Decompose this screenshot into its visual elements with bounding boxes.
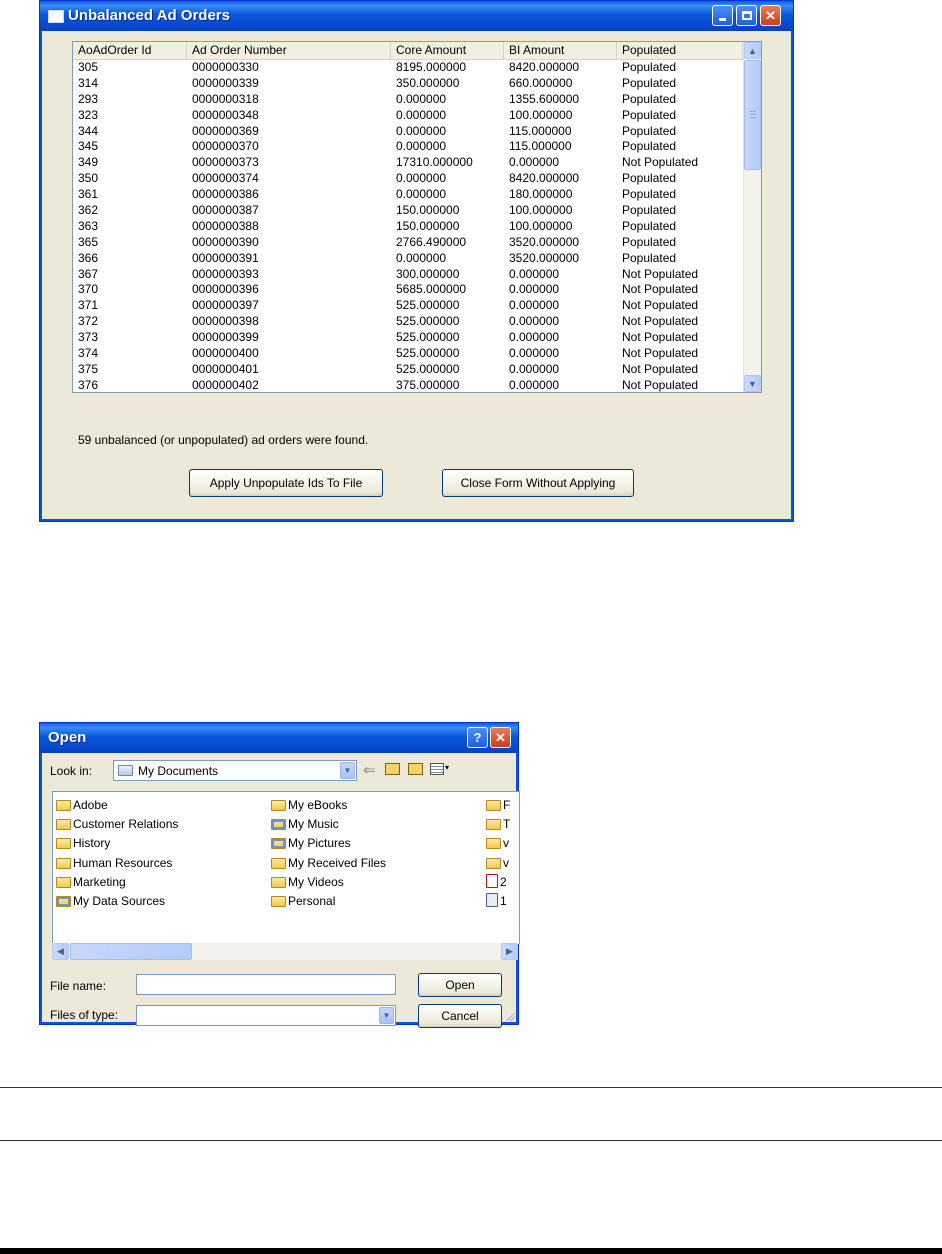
cell-bi-amount: 100.000000 [509,203,573,218]
cell-bi-amount: 100.000000 [509,107,573,122]
back-icon[interactable]: ⇐ [363,762,376,779]
cell-populated: Not Populated [622,282,699,297]
file-name: My Pictures [288,836,351,851]
cell-ad-order-number: 0000000393 [192,266,259,281]
table-row[interactable] [73,171,743,187]
look-in-dropdown-arrow[interactable] [340,762,355,779]
cell-aoadorder-id: 374 [78,346,99,361]
cell-ad-order-number: 0000000396 [192,282,259,297]
file-name: Adobe [73,798,108,812]
maximize-button[interactable] [736,5,757,26]
cell-core-amount: 150.000000 [396,218,460,233]
cell-aoadorder-id: 370 [78,282,99,297]
chevron-up-icon: ▲ [748,45,757,56]
files-of-type-label: Files of type: [50,1008,119,1022]
scroll-right-button[interactable] [501,943,518,960]
file-name: T [503,817,511,832]
list-item[interactable] [56,892,165,911]
list-item[interactable] [486,834,509,853]
cell-aoadorder-id: 345 [78,139,99,154]
cell-bi-amount: 8420.000000 [509,60,580,74]
file-name: 2 [500,874,507,889]
file-name: v [503,836,509,851]
file-name: Personal [288,894,336,908]
cell-core-amount: 0.000000 [396,107,447,122]
file-name-input[interactable] [136,974,396,995]
column-header-bi-amount[interactable]: BI Amount [504,42,617,59]
cell-populated: Populated [622,107,677,122]
cell-aoadorder-id: 305 [78,60,99,74]
open-dialog-title-bar[interactable] [40,723,518,753]
cell-ad-order-number: 0000000348 [192,107,259,122]
cell-populated: Populated [622,187,677,202]
cell-bi-amount: 0.000000 [509,377,560,392]
minimize-icon [719,18,726,21]
file-name: My Videos [288,874,344,889]
page-bottom-bar [0,1248,942,1254]
cell-bi-amount: 1355.600000 [509,91,580,106]
table-row[interactable] [73,108,743,124]
table-row[interactable] [73,330,743,346]
horizontal-scroll-thumb[interactable] [70,943,192,960]
file-name: Marketing [73,874,126,889]
folder-icon [486,838,501,849]
folder-icon [271,896,286,907]
folder-icon [56,800,71,811]
file-name: Customer Relations [73,817,179,832]
cell-bi-amount: 660.000000 [509,75,573,90]
file-list[interactable] [52,791,520,944]
list-item[interactable] [56,815,178,834]
cell-bi-amount: 0.000000 [509,298,560,313]
folder-icon [56,858,71,869]
cell-core-amount: 2766.490000 [396,234,467,249]
scroll-up-button[interactable] [744,42,761,59]
table-row[interactable] [73,60,743,76]
cell-aoadorder-id: 367 [78,266,99,281]
list-item[interactable] [486,873,507,892]
cell-ad-order-number: 0000000399 [192,330,259,345]
table-row[interactable] [73,124,743,140]
table-row[interactable] [73,219,743,235]
cell-core-amount: 300.000000 [396,266,460,281]
cell-aoadorder-id: 376 [78,377,99,392]
list-item[interactable] [486,815,510,834]
column-header-aoadorder-id[interactable]: AoAdOrder Id [73,42,187,59]
cell-core-amount: 5685.000000 [396,282,467,297]
column-header-core-amount[interactable]: Core Amount [391,42,504,59]
ad-orders-list[interactable] [72,41,762,393]
cell-aoadorder-id: 314 [78,75,99,90]
document-file-icon [486,893,498,907]
folder-icon [271,877,286,888]
cell-populated: Populated [622,60,677,74]
close-icon: ✕ [495,729,506,745]
cell-populated: Populated [622,203,677,218]
file-name: My Received Files [288,855,387,870]
apply-unpopulate-ids-button[interactable]: Apply Unpopulate Ids To File [189,469,383,497]
cell-bi-amount: 0.000000 [509,266,560,281]
table-row[interactable] [73,76,743,92]
cell-core-amount: 0.000000 [396,123,447,138]
folder-icon [56,877,71,888]
cell-bi-amount: 0.000000 [509,361,560,376]
chevron-right-icon: ▶ [506,946,513,956]
files-of-type-dropdown[interactable] [136,1005,396,1026]
list-item[interactable] [56,873,126,892]
cell-aoadorder-id: 350 [78,171,99,186]
cell-populated: Not Populated [622,266,699,281]
help-button[interactable] [467,727,488,748]
cell-core-amount: 525.000000 [396,346,460,361]
cell-core-amount: 0.000000 [396,171,447,186]
cell-core-amount: 375.000000 [396,377,460,392]
cell-aoadorder-id: 373 [78,330,99,345]
cell-bi-amount: 0.000000 [509,314,560,329]
cell-ad-order-number: 0000000387 [192,203,259,218]
folder-icon [56,838,71,849]
file-name: My Music [288,817,339,832]
cell-bi-amount: 0.000000 [509,346,560,361]
table-row[interactable] [73,282,743,298]
table-row[interactable] [73,314,743,330]
pictures-folder-icon [271,838,286,849]
files-of-type-dropdown-arrow[interactable] [379,1007,394,1024]
chevron-down-icon: ▼ [343,766,352,775]
cell-aoadorder-id: 372 [78,314,99,329]
cell-ad-order-number: 0000000339 [192,75,259,90]
cell-core-amount: 525.000000 [396,314,460,329]
scroll-left-button[interactable] [52,943,69,960]
list-item[interactable] [271,796,347,815]
close-form-without-applying-button[interactable]: Close Form Without Applying [442,469,634,497]
cell-populated: Populated [622,139,677,154]
cell-bi-amount: 3520.000000 [509,250,580,265]
minimize-button[interactable] [712,5,733,26]
cell-populated: Not Populated [622,346,699,361]
cell-core-amount: 0.000000 [396,250,447,265]
cell-aoadorder-id: 371 [78,298,99,313]
look-in-label: Look in: [50,764,93,778]
list-item[interactable] [271,873,344,892]
window-icon [48,10,64,23]
list-item[interactable] [486,796,510,815]
open-dialog-title: Open [48,729,87,746]
cell-populated: Populated [622,234,677,249]
resize-grip-icon[interactable] [505,1011,515,1021]
cancel-button[interactable]: Cancel [418,1004,502,1028]
cell-ad-order-number: 0000000390 [192,234,259,249]
new-folder-icon[interactable] [408,763,423,775]
folder-icon [486,858,501,869]
help-icon: ? [473,730,482,745]
cell-aoadorder-id: 344 [78,123,99,138]
view-menu-icon[interactable] [430,763,444,775]
cell-bi-amount: 3520.000000 [509,234,580,249]
cell-ad-order-number: 0000000400 [192,346,259,361]
table-row[interactable] [73,251,743,267]
open-dialog [39,722,519,1025]
view-menu-arrow-icon[interactable]: ▾ [445,763,450,772]
cell-bi-amount: 115.000000 [509,123,572,138]
cell-core-amount: 0.000000 [396,91,447,106]
column-header-ad-order-number[interactable]: Ad Order Number [187,42,391,59]
cell-populated: Populated [622,218,677,233]
cell-ad-order-number: 0000000391 [192,250,259,265]
file-name: My eBooks [288,798,348,812]
cell-bi-amount: 100.000000 [509,218,573,233]
cell-core-amount: 350.000000 [396,75,460,90]
cell-bi-amount: 115.000000 [509,139,572,154]
cell-populated: Populated [622,171,677,186]
cell-populated: Populated [622,123,677,138]
cell-aoadorder-id: 323 [78,107,99,122]
cell-aoadorder-id: 349 [78,155,99,170]
look-in-value: My Documents [138,764,219,778]
cell-populated: Not Populated [622,155,699,170]
cell-aoadorder-id: 362 [78,203,99,218]
cell-populated: Populated [622,75,677,90]
status-text: 59 unbalanced (or unpopulated) ad orders were found. [78,433,369,447]
cell-populated: Not Populated [622,330,699,345]
cell-aoadorder-id: 363 [78,218,99,233]
cell-aoadorder-id: 375 [78,361,99,376]
cell-ad-order-number: 0000000401 [192,361,259,376]
table-row[interactable] [73,362,743,378]
folder-icon [271,858,286,869]
cell-bi-amount: 0.000000 [509,330,560,345]
music-folder-icon [271,819,286,830]
cell-ad-order-number: 0000000374 [192,171,259,186]
cell-ad-order-number: 0000000373 [192,155,259,170]
open-button[interactable]: Open [418,973,502,997]
cell-core-amount: 525.000000 [396,298,460,313]
list-item[interactable] [56,796,108,815]
cell-populated: Not Populated [622,314,699,329]
cell-aoadorder-id: 366 [78,250,99,265]
horizontal-scrollbar[interactable] [52,943,518,960]
file-name-label: File name: [50,979,107,993]
list-header [73,42,743,60]
file-name: History [73,836,111,851]
cell-bi-amount: 0.000000 [509,282,560,297]
list-item[interactable] [486,892,507,911]
close-icon: ✕ [765,7,776,23]
table-row[interactable] [73,378,743,392]
table-row[interactable] [73,155,743,171]
chevron-left-icon: ◀ [57,946,64,956]
separator-line [0,1140,942,1141]
list-item[interactable] [271,854,386,873]
cell-aoadorder-id: 365 [78,234,99,249]
cell-populated: Populated [622,250,677,265]
close-button[interactable] [760,5,781,26]
table-row[interactable] [73,298,743,314]
folder-icon [56,819,71,830]
file-name: My Data Sources [73,894,166,908]
cell-populated: Populated [622,91,677,106]
folder-icon [486,819,501,830]
table-row[interactable] [73,92,743,108]
chevron-down-icon: ▼ [748,378,757,389]
cell-bi-amount: 8420.000000 [509,171,580,186]
table-row[interactable] [73,235,743,251]
cell-core-amount: 525.000000 [396,330,460,345]
file-name: 1 [500,894,507,908]
window-title: Unbalanced Ad Orders [68,7,230,24]
list-item[interactable] [486,854,509,873]
file-name: Human Resources [73,855,173,870]
scroll-thumb[interactable] [744,60,761,170]
chevron-down-icon: ▼ [382,1011,391,1020]
cell-core-amount: 150.000000 [396,203,460,218]
cell-bi-amount: 0.000000 [509,155,560,170]
list-body [73,60,743,392]
look-in-dropdown[interactable] [113,760,357,781]
cell-core-amount: 8195.000000 [396,60,467,74]
cell-ad-order-number: 0000000330 [192,60,259,74]
up-folder-icon[interactable] [385,763,400,775]
cell-core-amount: 17310.000000 [396,155,473,170]
folder-icon [271,800,286,811]
cell-aoadorder-id: 293 [78,91,99,106]
data-sources-icon [56,896,71,907]
list-item[interactable] [271,815,339,834]
table-row[interactable] [73,139,743,155]
cell-ad-order-number: 0000000402 [192,377,259,392]
unbalanced-ad-orders-window [39,0,794,522]
cell-populated: Not Populated [622,377,699,392]
cell-ad-order-number: 0000000397 [192,298,259,313]
separator-line [0,1087,942,1088]
column-header-populated[interactable]: Populated [617,42,743,59]
table-row[interactable] [73,203,743,219]
cell-populated: Not Populated [622,298,699,313]
table-row[interactable] [73,346,743,362]
cell-core-amount: 0.000000 [396,139,447,154]
list-item[interactable] [56,854,172,873]
table-row[interactable] [73,267,743,283]
dialog-close-button[interactable] [490,727,511,748]
file-name: F [503,798,511,812]
cell-core-amount: 525.000000 [396,361,460,376]
list-item[interactable] [56,834,110,853]
folder-icon [486,800,501,811]
cell-ad-order-number: 0000000318 [192,91,259,106]
maximize-icon [742,11,752,20]
title-bar[interactable] [40,1,793,31]
my-documents-icon [118,765,133,776]
cell-ad-order-number: 0000000388 [192,218,259,233]
cell-ad-order-number: 0000000369 [192,123,259,138]
pdf-file-icon [486,874,498,888]
cell-ad-order-number: 0000000370 [192,139,259,154]
list-item[interactable] [271,834,351,853]
cell-bi-amount: 180.000000 [509,187,573,202]
file-name: v [503,855,509,870]
cell-populated: Not Populated [622,361,699,376]
cell-aoadorder-id: 361 [78,187,99,202]
cell-ad-order-number: 0000000398 [192,314,259,329]
cell-ad-order-number: 0000000386 [192,187,259,202]
scroll-down-button[interactable] [744,375,761,392]
vertical-scrollbar[interactable] [743,42,761,392]
cell-core-amount: 0.000000 [396,187,447,202]
table-row[interactable] [73,187,743,203]
list-item[interactable] [271,892,335,911]
